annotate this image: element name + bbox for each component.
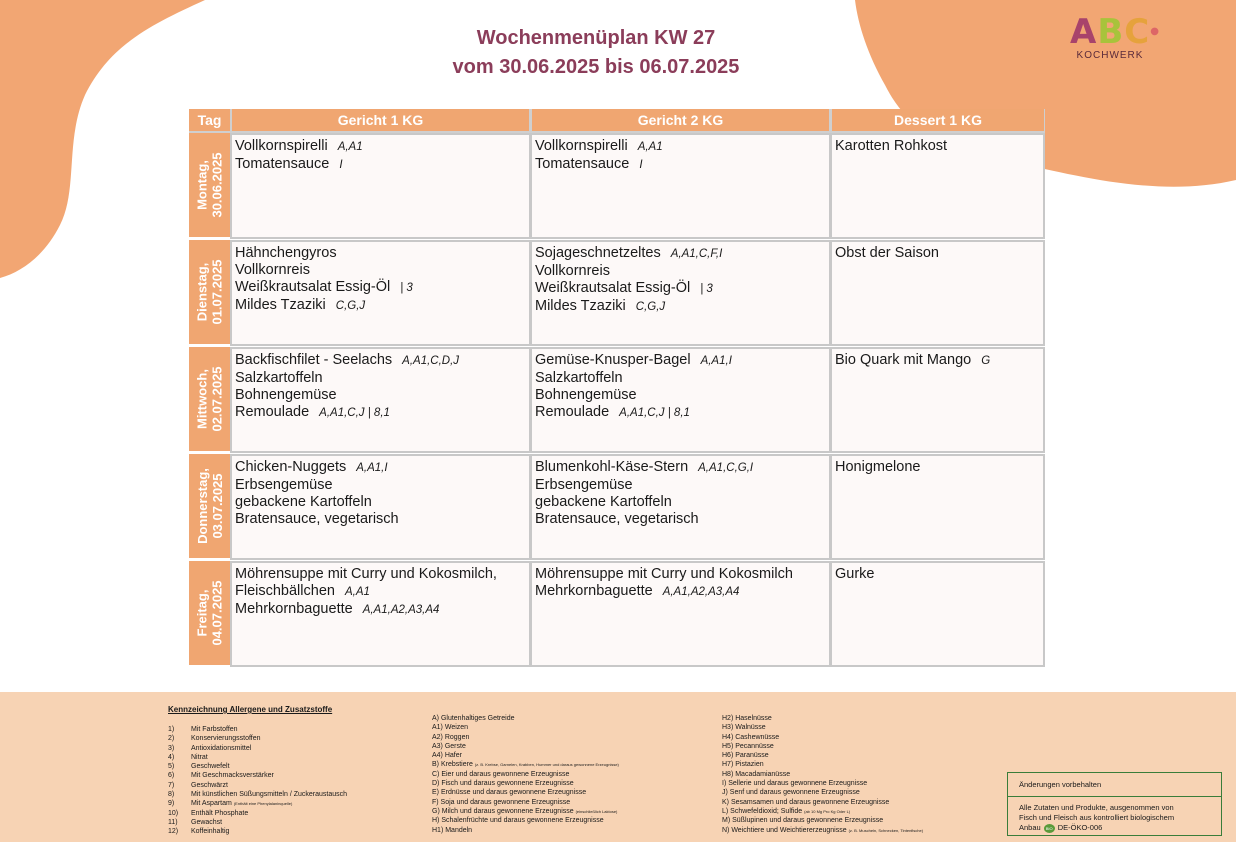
allergen-code: C,G,J xyxy=(335,300,366,312)
logo-dots-icon: ● xyxy=(1150,26,1160,37)
dessert-cell xyxy=(830,133,1045,239)
allergen-text: H3) Walnüsse xyxy=(722,724,766,732)
allergen-text: B) Krebstiere xyxy=(432,761,473,769)
allergen-item xyxy=(722,733,923,742)
dish-name: Fleischbällchen xyxy=(235,583,335,599)
allergen-text: F) Soja und daraus gewonnene Erzeugnisse xyxy=(432,798,571,806)
dish-line xyxy=(235,279,526,297)
allergen-note: (z. B. Krebse, Garnelen, Krabben, Hummer und daraus gewonnene Erzeugnisse) xyxy=(474,762,619,768)
allergen-code: A,A1,A2,A3,A4 xyxy=(362,604,440,616)
dish-1-cell xyxy=(230,240,531,346)
dish-name: Erbsengemüse xyxy=(235,477,333,493)
allergen-text: H) Schalenfrüchte und daraus gewonnene Erzeugnisse xyxy=(432,817,604,825)
dish-name: Mildes Tzaziki xyxy=(235,297,326,313)
allergen-text: H7) Pistazien xyxy=(722,761,764,769)
allergen-text: H1) Mandeln xyxy=(432,826,473,834)
allergen-code: A,A1,C,D,J xyxy=(402,355,460,367)
dish-2-cell xyxy=(530,347,831,453)
dish-name: Mildes Tzaziki xyxy=(535,298,626,314)
dish-2-cell xyxy=(530,240,831,346)
dish-line xyxy=(835,245,1040,262)
allergen-item xyxy=(432,742,619,751)
allergen-text: K) Sesamsamen und daraus gewonnene Erzeugnisse xyxy=(722,798,890,806)
dish-line xyxy=(535,263,826,280)
dish-name: gebackene Kartoffeln xyxy=(235,494,372,510)
allergen-code: C,G,J xyxy=(635,301,666,313)
additive-item xyxy=(168,818,347,827)
date: 30.06.2025 xyxy=(209,152,225,218)
allergen-item xyxy=(722,723,923,732)
header-day: Tag xyxy=(189,109,230,131)
additive-text: Geschwefelt xyxy=(191,763,230,771)
allergen-code: G xyxy=(981,355,991,367)
dish-name: Gemüse-Knusper-Bagel xyxy=(535,352,691,368)
weekday: Freitag, xyxy=(194,589,210,637)
allergen-text: N) Weichtiere und Weichtiererzeugnisse xyxy=(722,826,847,834)
dish-name: Mehrkornbaguette xyxy=(235,601,353,617)
notice-changes: Änderungen vorbehalten xyxy=(1008,773,1221,797)
logo-letter-a: A xyxy=(1070,12,1098,52)
dish-name: Weißkrautsalat Essig-Öl xyxy=(235,279,391,295)
allergen-code: A,A1,C,J | 8,1 xyxy=(319,407,390,419)
dish-line xyxy=(235,352,526,370)
header-dessert: Dessert 1 KG xyxy=(832,109,1044,131)
additive-text: Geschwärzt xyxy=(191,781,228,789)
allergen-item xyxy=(432,807,619,816)
day-row xyxy=(189,561,1045,667)
additive-note: (Enthält eine Phenylalaninquelle) xyxy=(233,801,293,807)
weekday: Donnerstag, xyxy=(194,468,210,544)
allergen-text: J) Senf und daraus gewonnene Erzeugnisse xyxy=(722,789,860,797)
dish-line xyxy=(535,477,826,494)
allergen-note: (einschließlich Laktose) xyxy=(575,808,618,814)
dish-line xyxy=(235,262,526,279)
dish-name: Bratensauce, vegetarisch xyxy=(535,511,699,527)
day-label xyxy=(189,240,230,344)
additive-text: Mit künstlichen Süßungsmitteln / Zuckeraustausch xyxy=(191,791,348,799)
dish-name: Remoulade xyxy=(535,404,610,420)
dish-line xyxy=(535,387,826,404)
allergen-item xyxy=(722,826,923,835)
additive-number: 7) xyxy=(168,781,175,789)
logo-letter-b: B xyxy=(1097,12,1125,52)
additive-text: Mit Geschmacksverstärker xyxy=(191,772,274,780)
header-dish-1: Gericht 1 KG xyxy=(232,109,529,131)
notice-line-3: Anbau xyxy=(1019,823,1041,832)
dish-line xyxy=(535,352,826,370)
dish-name: Salzkartoffeln xyxy=(235,370,323,386)
bio-seal-icon: BIO xyxy=(1044,824,1055,833)
allergen-code: | 3 xyxy=(400,282,413,294)
page-title: Wochenmenüplan KW 27 xyxy=(476,27,716,49)
allergen-item xyxy=(432,798,619,807)
allergen-code: A,A1,C,J | 8,1 xyxy=(619,407,690,419)
additive-item xyxy=(168,725,347,734)
allergen-text: E) Erdnüsse und daraus gewonnene Erzeugnisse xyxy=(432,789,587,797)
logo-letter-c: C xyxy=(1124,12,1151,52)
allergen-code: A,A1 xyxy=(637,141,663,153)
dish-line xyxy=(235,511,526,528)
allergen-item xyxy=(722,770,923,779)
allergen-item xyxy=(722,742,923,751)
allergen-note: (ab 10 Mg Pro Kg Oder L) xyxy=(804,808,851,814)
additive-number: 12) xyxy=(168,828,179,836)
dish-name: Vollkornspirelli xyxy=(535,138,628,154)
dish-line xyxy=(235,156,526,174)
dish-name: gebackene Kartoffeln xyxy=(535,494,672,510)
allergen-item xyxy=(432,826,619,835)
dish-name: Tomatensauce xyxy=(235,156,330,172)
dish-line xyxy=(535,138,826,156)
notice-line-1: Alle Zutaten und Produkte, ausgenommen von xyxy=(1019,803,1174,812)
day-label xyxy=(189,133,230,237)
allergen-text: H2) Haselnüsse xyxy=(722,715,772,722)
allergen-text: L) Schwefeldioxid; Sulfide xyxy=(722,807,803,815)
dish-name: Möhrensuppe mit Curry und Kokosmilch, xyxy=(235,566,497,582)
allergen-text: A2) Roggen xyxy=(432,733,470,741)
allergen-item xyxy=(432,816,619,825)
footer-legend xyxy=(0,692,1236,842)
allergen-code: | 3 xyxy=(700,283,713,295)
additive-item xyxy=(168,799,347,808)
dish-line xyxy=(235,387,526,404)
day-row xyxy=(189,454,1045,560)
allergen-item xyxy=(722,798,923,807)
allergen-item xyxy=(432,779,619,788)
dish-line xyxy=(235,138,526,156)
dish-name: Bio Quark mit Mango xyxy=(835,352,972,368)
additive-text: Antioxidationsmittel xyxy=(191,744,252,752)
day-row xyxy=(189,240,1045,346)
dessert-cell xyxy=(830,240,1045,346)
dish-line xyxy=(535,566,826,583)
dish-line xyxy=(235,245,526,262)
dish-name: Bratensauce, vegetarisch xyxy=(235,511,399,527)
allergen-text: H8) Macadamianüsse xyxy=(722,770,791,778)
weekday: Mittwoch, xyxy=(194,369,210,429)
allergen-text: A4) Hafer xyxy=(432,752,462,760)
legend-title: Kennzeichnung Allergene und Zusatzstoffe xyxy=(168,705,333,714)
dish-2-cell xyxy=(530,454,831,560)
dish-line xyxy=(235,297,526,315)
additive-item xyxy=(168,753,347,762)
allergen-code: A,A1,C,F,I xyxy=(670,248,723,260)
allergen-text: C) Eier und daraus gewonnene Erzeugnisse xyxy=(432,770,570,778)
allergen-note: (z. B. Muscheln, Schnecken, Tintenfische) xyxy=(848,827,924,833)
allergen-item xyxy=(722,807,923,816)
dish-1-cell xyxy=(230,561,531,667)
dish-line xyxy=(535,511,826,528)
day-label xyxy=(189,561,230,665)
additive-number: 3) xyxy=(168,744,175,752)
additive-item xyxy=(168,790,347,799)
additive-number: 1) xyxy=(168,726,175,733)
date: 01.07.2025 xyxy=(209,259,225,325)
day-row xyxy=(189,347,1045,453)
allergen-text: A1) Weizen xyxy=(432,724,469,732)
allergen-item xyxy=(432,733,619,742)
allergen-item xyxy=(722,816,923,825)
dish-line xyxy=(235,583,526,601)
additive-text: Mit Aspartam xyxy=(191,800,232,808)
dish-line xyxy=(835,138,1040,155)
dessert-cell xyxy=(830,561,1045,667)
dish-name: Honigmelone xyxy=(835,459,921,475)
menu-table xyxy=(189,109,1045,667)
dish-name: Hähnchengyros xyxy=(235,245,337,261)
allergen-code: A,A1 xyxy=(344,586,370,598)
dish-line xyxy=(835,459,1040,476)
allergen-text: H5) Pecannüsse xyxy=(722,742,774,750)
additive-number: 9) xyxy=(168,800,175,808)
dish-name: Gurke xyxy=(835,566,875,582)
additive-item xyxy=(168,771,347,780)
additive-item xyxy=(168,744,347,753)
dish-2-cell xyxy=(530,561,831,667)
dish-name: Backfischfilet - Seelachs xyxy=(235,352,393,368)
dish-name: Mehrkornbaguette xyxy=(535,583,653,599)
additive-number: 2) xyxy=(168,735,175,743)
dish-name: Tomatensauce xyxy=(535,156,630,172)
dish-name: Obst der Saison xyxy=(835,245,939,261)
additive-text: Konservierungsstoffen xyxy=(191,735,261,743)
dish-name: Bohnengemüse xyxy=(235,387,337,403)
allergens-list-b xyxy=(722,714,923,835)
dish-line xyxy=(535,370,826,387)
allergen-code: A,A1 xyxy=(337,141,363,153)
allergens-list-a xyxy=(432,714,619,835)
additive-number: 10) xyxy=(168,809,179,817)
dish-line xyxy=(535,494,826,511)
dish-line xyxy=(535,459,826,477)
dish-line xyxy=(835,352,1040,370)
allergen-text: G) Milch und daraus gewonnene Erzeugnisse xyxy=(432,807,574,815)
dish-1-cell xyxy=(230,133,531,239)
allergen-code: A,A1,I xyxy=(700,355,732,367)
header-dish-2: Gericht 2 KG xyxy=(532,109,829,131)
notice-organic xyxy=(1008,797,1221,833)
page-subtitle-date-range: vom 30.06.2025 bis 06.07.2025 xyxy=(452,56,740,78)
day-row xyxy=(189,133,1045,239)
dish-line xyxy=(235,494,526,511)
date: 04.07.2025 xyxy=(209,580,225,646)
date: 03.07.2025 xyxy=(209,473,225,539)
notice-box xyxy=(1007,772,1222,836)
dish-line xyxy=(235,370,526,387)
additive-item xyxy=(168,781,347,790)
dish-line xyxy=(835,566,1040,583)
dish-name: Bohnengemüse xyxy=(535,387,637,403)
organic-code: DE-ÖKO-006 xyxy=(1057,823,1103,832)
dish-1-cell xyxy=(230,454,531,560)
additive-number: 4) xyxy=(168,753,175,761)
dish-line xyxy=(235,566,526,583)
dish-name: Möhrensuppe mit Curry und Kokosmilch xyxy=(535,566,793,582)
additive-item xyxy=(168,762,347,771)
day-label xyxy=(189,454,230,558)
logo-subtitle: KOCHWERK xyxy=(1076,50,1144,61)
dish-name: Erbsengemüse xyxy=(535,477,633,493)
weekday: Dienstag, xyxy=(194,262,210,322)
allergen-text: M) Süßlupinen und daraus gewonnene Erzeugnisse xyxy=(722,817,884,825)
dish-1-cell xyxy=(230,347,531,453)
allergen-item xyxy=(722,788,923,797)
weekday: Montag, xyxy=(194,160,210,210)
allergen-code: A,A1,I xyxy=(356,462,388,474)
additive-item xyxy=(168,809,347,818)
dessert-cell xyxy=(830,347,1045,453)
dish-line xyxy=(235,601,526,619)
additive-number: 11) xyxy=(168,818,178,826)
dish-name: Vollkornspirelli xyxy=(235,138,328,154)
allergen-item xyxy=(432,751,619,760)
additive-text: Gewachst xyxy=(191,818,223,826)
allergen-item xyxy=(722,714,923,723)
dish-line xyxy=(535,404,826,422)
notice-line-2: Fisch und Fleisch aus kontrolliert biologischem xyxy=(1019,813,1175,822)
date: 02.07.2025 xyxy=(209,366,225,432)
dish-name: Blumenkohl-Käse-Stern xyxy=(535,459,689,475)
allergen-code: I xyxy=(339,159,343,171)
allergen-text: D) Fisch und daraus gewonnene Erzeugnisse xyxy=(432,780,574,788)
logo xyxy=(1070,12,1160,61)
dish-line xyxy=(535,245,826,263)
dish-name: Chicken-Nuggets xyxy=(235,459,347,475)
allergen-item xyxy=(432,723,619,732)
dish-name: Salzkartoffeln xyxy=(535,370,623,386)
dish-line xyxy=(535,156,826,174)
additive-number: 5) xyxy=(168,763,175,771)
dish-line xyxy=(235,404,526,422)
allergen-item xyxy=(432,788,619,797)
additive-item xyxy=(168,734,347,743)
allergen-item xyxy=(432,714,619,723)
allergen-code: A,A1,C,G,I xyxy=(698,462,754,474)
additive-number: 6) xyxy=(168,772,175,780)
dish-name: Weißkrautsalat Essig-Öl xyxy=(535,280,691,296)
additives-list xyxy=(168,725,347,837)
dish-name: Sojageschnetzeltes xyxy=(535,245,661,261)
dish-name: Remoulade xyxy=(235,404,310,420)
dessert-cell xyxy=(830,454,1045,560)
allergen-text: H4) Cashewnüsse xyxy=(722,733,780,741)
additive-number: 8) xyxy=(168,791,175,799)
additive-text: Koffeinhaltig xyxy=(191,828,230,836)
allergen-code: A,A1,A2,A3,A4 xyxy=(662,586,740,598)
allergen-text: A3) Gerste xyxy=(432,742,466,750)
dish-name: Vollkornreis xyxy=(235,262,310,278)
dish-name: Karotten Rohkost xyxy=(835,138,948,154)
allergen-item xyxy=(432,760,619,769)
day-label xyxy=(189,347,230,451)
dish-line xyxy=(235,459,526,477)
additive-text: Nitrat xyxy=(191,753,208,761)
allergen-item xyxy=(722,779,923,788)
dish-line xyxy=(535,298,826,316)
dish-line xyxy=(235,477,526,494)
dish-2-cell xyxy=(530,133,831,239)
allergen-text: H6) Paranüsse xyxy=(722,752,769,760)
dish-line xyxy=(535,583,826,601)
allergen-item xyxy=(722,760,923,769)
additive-item xyxy=(168,827,347,836)
allergen-text: I) Sellerie und daraus gewonnene Erzeugnisse xyxy=(722,780,868,788)
additive-text: Enthält Phosphate xyxy=(191,809,249,817)
additive-text: Mit Farbstoffen xyxy=(191,726,238,733)
allergen-item xyxy=(432,770,619,779)
dish-line xyxy=(535,280,826,298)
allergen-item xyxy=(722,751,923,760)
allergen-text: A) Glutenhaltiges Getreide xyxy=(432,715,515,722)
allergen-code: I xyxy=(639,159,643,171)
dish-name: Vollkornreis xyxy=(535,263,610,279)
